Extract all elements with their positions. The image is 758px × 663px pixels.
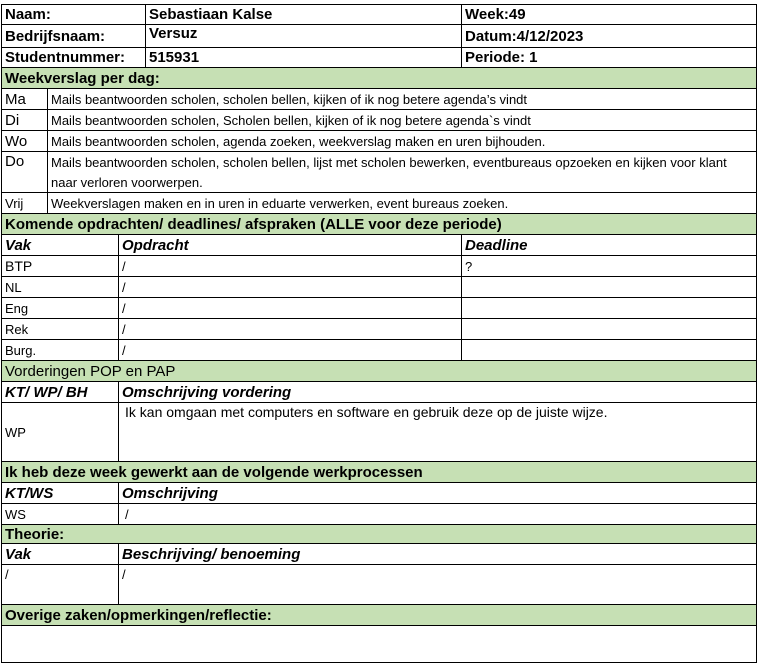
workprocesses-title: Ik heb deze week gewerkt aan de volgende werkprocessen <box>1 461 757 483</box>
other-remarks-title: Overige zaken/opmerkingen/reflectie: <box>1 604 757 626</box>
assignment-deadline <box>461 297 757 319</box>
theory-col-desc-header: Beschrijving/ benoeming <box>118 543 757 565</box>
day-label: Ma <box>1 88 48 110</box>
assignment-opdracht: / <box>118 255 462 277</box>
assignment-opdracht: / <box>118 339 462 361</box>
day-text: Weekverslagen maken en in uren in eduarte verwerken, event bureaus zoeken. <box>47 192 757 214</box>
day-text: Mails beantwoorden scholen, Scholen bellen, kijken of ik nog betere agenda`s vindt <box>47 109 757 131</box>
assignment-deadline <box>461 318 757 340</box>
progress-description: Ik kan omgaan met computers en software en gebruik deze op de juiste wijze. <box>118 402 757 462</box>
weekly-report-title: Weekverslag per dag: <box>1 67 757 89</box>
workprocesses-col-code-header: KT/WS <box>1 482 119 504</box>
name-label: Naam: <box>1 4 146 25</box>
day-text: Mails beantwoorden scholen, agenda zoeken, weekverslag maken en uren bijhouden. <box>47 130 757 152</box>
day-label: Wo <box>1 130 48 152</box>
progress-code: WP <box>1 402 119 462</box>
assignments-title: Komende opdrachten/ deadlines/ afspraken (ALLE voor deze periode) <box>1 213 757 235</box>
col-deadline-header: Deadline <box>461 234 757 256</box>
theory-description: / <box>118 564 757 605</box>
day-label: Vrij <box>1 192 48 214</box>
theory-vak: / <box>1 564 119 605</box>
other-remarks-content <box>1 625 757 663</box>
week-value: Week:49 <box>461 4 757 25</box>
day-text: Mails beantwoorden scholen, scholen bellen, kijken of ik nog betere agenda’s vindt <box>47 88 757 110</box>
progress-title: Vorderingen POP en PAP <box>1 360 757 382</box>
student-number-label: Studentnummer: <box>1 47 146 68</box>
day-text: Mails beantwoorden scholen, scholen bellen, lijst met scholen bewerken, eventbureaus opzoeken en kijken voor klant naar verloren voorwerpen. <box>47 151 757 193</box>
period-value: Periode: 1 <box>461 47 757 68</box>
student-number-value: 515931 <box>145 47 462 68</box>
company-label: Bedrijfsnaam: <box>1 24 146 48</box>
assignment-deadline <box>461 339 757 361</box>
assignment-vak: BTP <box>1 255 119 277</box>
col-vak-header: Vak <box>1 234 119 256</box>
progress-col-code-header: KT/ WP/ BH <box>1 381 119 403</box>
date-value: Datum:4/12/2023 <box>461 24 757 48</box>
assignment-vak: Burg. <box>1 339 119 361</box>
name-value: Sebastiaan Kalse <box>145 4 462 25</box>
theory-title: Theorie: <box>1 524 757 544</box>
assignment-opdracht: / <box>118 297 462 319</box>
assignment-vak: NL <box>1 276 119 298</box>
workprocesses-col-desc-header: Omschrijving <box>118 482 757 504</box>
day-label: Di <box>1 109 48 131</box>
workprocess-description: / <box>118 503 757 525</box>
company-value: Versuz <box>145 24 462 48</box>
assignment-opdracht: / <box>118 276 462 298</box>
assignment-opdracht: / <box>118 318 462 340</box>
theory-col-vak-header: Vak <box>1 543 119 565</box>
assignment-vak: Rek <box>1 318 119 340</box>
progress-col-desc-header: Omschrijving vordering <box>118 381 757 403</box>
assignment-deadline: ? <box>461 255 757 277</box>
day-label: Do <box>1 151 48 193</box>
assignment-deadline <box>461 276 757 298</box>
col-opdracht-header: Opdracht <box>118 234 462 256</box>
workprocess-code: WS <box>1 503 119 525</box>
assignment-vak: Eng <box>1 297 119 319</box>
